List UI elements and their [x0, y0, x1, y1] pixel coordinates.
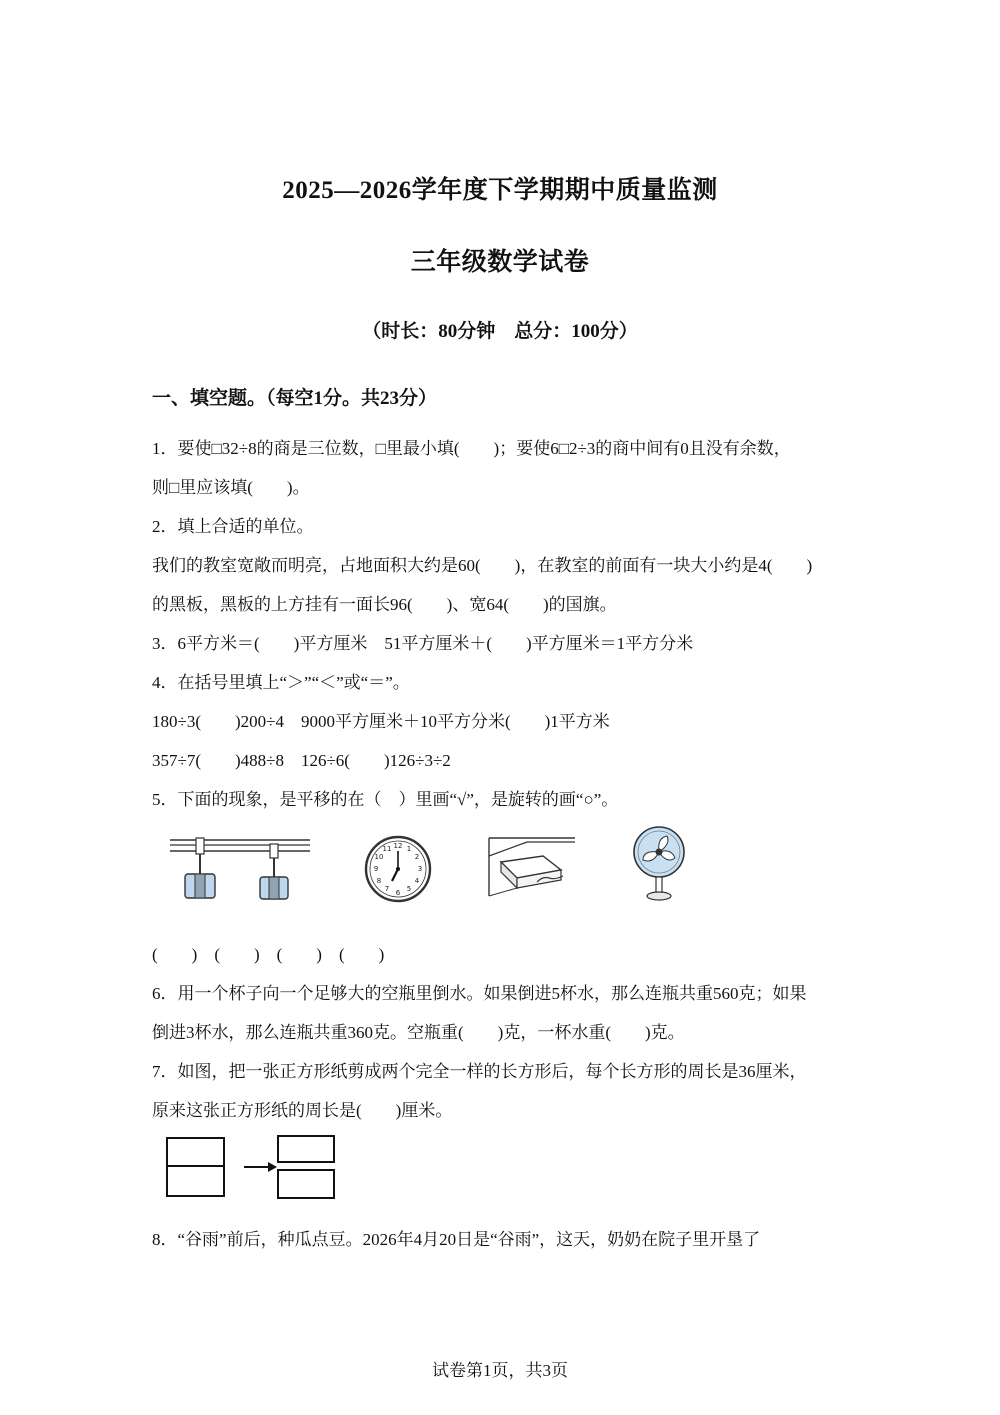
question-8-line-1: 8．“谷雨”前后，种瓜点豆。2026年4月20日是“谷雨”，这天，奶奶在院子里开垦了 — [152, 1230, 761, 1249]
page-footer: 试卷第1页，共3页 — [432, 1361, 568, 1380]
exam-subtitle: 三年级数学试卷 — [410, 249, 590, 276]
svg-text:2: 2 — [414, 853, 420, 861]
svg-text:7: 7 — [384, 885, 390, 893]
fan-image — [628, 824, 690, 902]
exam-title: 2025—2026学年度下学期期中质量监测 — [282, 177, 718, 204]
question-4-line-2: 180÷3( )200÷4 9000平方厘米＋10平方分米( )1平方米 — [152, 712, 610, 731]
svg-text:9: 9 — [373, 865, 379, 873]
svg-text:12: 12 — [393, 842, 403, 850]
svg-text:4: 4 — [414, 877, 420, 885]
question-4-line-3: 357÷7( )488÷8 126÷6( )126÷3÷2 — [152, 751, 451, 770]
question-4-line-1: 4．在括号里填上“＞”“＜”或“＝”。 — [152, 673, 410, 692]
question-2-line-3: 的黑板，黑板的上方挂有一面长96( )、宽64( )的国旗。 — [152, 595, 617, 614]
svg-text:10: 10 — [374, 853, 384, 861]
question-2-line-2: 我们的教室宽敞而明亮，占地面积大约是60( )，在教室的前面有一块大小约是4( ) — [152, 556, 813, 575]
svg-text:1: 1 — [406, 845, 412, 853]
svg-text:8: 8 — [376, 877, 382, 885]
question-5-answer-blanks: ( ) ( ) ( ) ( ) — [152, 945, 385, 964]
question-6-line-1: 6．用一个杯子向一个足够大的空瓶里倒水。如果倒进5杯水，那么连瓶共重560克；如果 — [152, 984, 807, 1003]
square-cut-diagram — [160, 1132, 345, 1204]
cable-car-image — [168, 834, 313, 904]
question-7-line-1: 7．如图，把一张正方形纸剪成两个完全一样的长方形后，每个长方形的周长是36厘米， — [152, 1062, 807, 1081]
svg-text:5: 5 — [406, 885, 412, 893]
question-5-line: 5．下面的现象，是平移的在（ ）里画“√”，是旋转的画“○”。 — [152, 790, 619, 809]
question-7-line-2: 原来这张正方形纸的周长是( )厘米。 — [152, 1101, 453, 1120]
question-1-line-2: 则□里应该填( )。 — [152, 478, 310, 497]
clock-image — [362, 833, 434, 905]
svg-text:3: 3 — [417, 865, 423, 873]
question-3-line: 3．6平方米＝( )平方厘米 51平方厘米＋( )平方厘米＝1平方分米 — [152, 634, 694, 653]
question-6-line-2: 倒进3杯水，那么连瓶共重360克。空瓶重( )克，一杯水重( )克。 — [152, 1023, 685, 1042]
exam-meta: （时长：80分钟 总分：100分） — [362, 321, 638, 342]
svg-text:11: 11 — [382, 845, 392, 853]
question-2-line-1: 2．填上合适的单位。 — [152, 517, 314, 536]
section-heading-fill-blanks: 一、填空题。（每空1分。共23分） — [152, 388, 438, 409]
svg-text:6: 6 — [395, 889, 401, 897]
question-1-line-1: 1．要使□32÷8的商是三位数，□里最小填( )；要使6□2÷3的商中间有0且没有余数， — [152, 439, 791, 458]
drawer-image — [487, 834, 577, 900]
